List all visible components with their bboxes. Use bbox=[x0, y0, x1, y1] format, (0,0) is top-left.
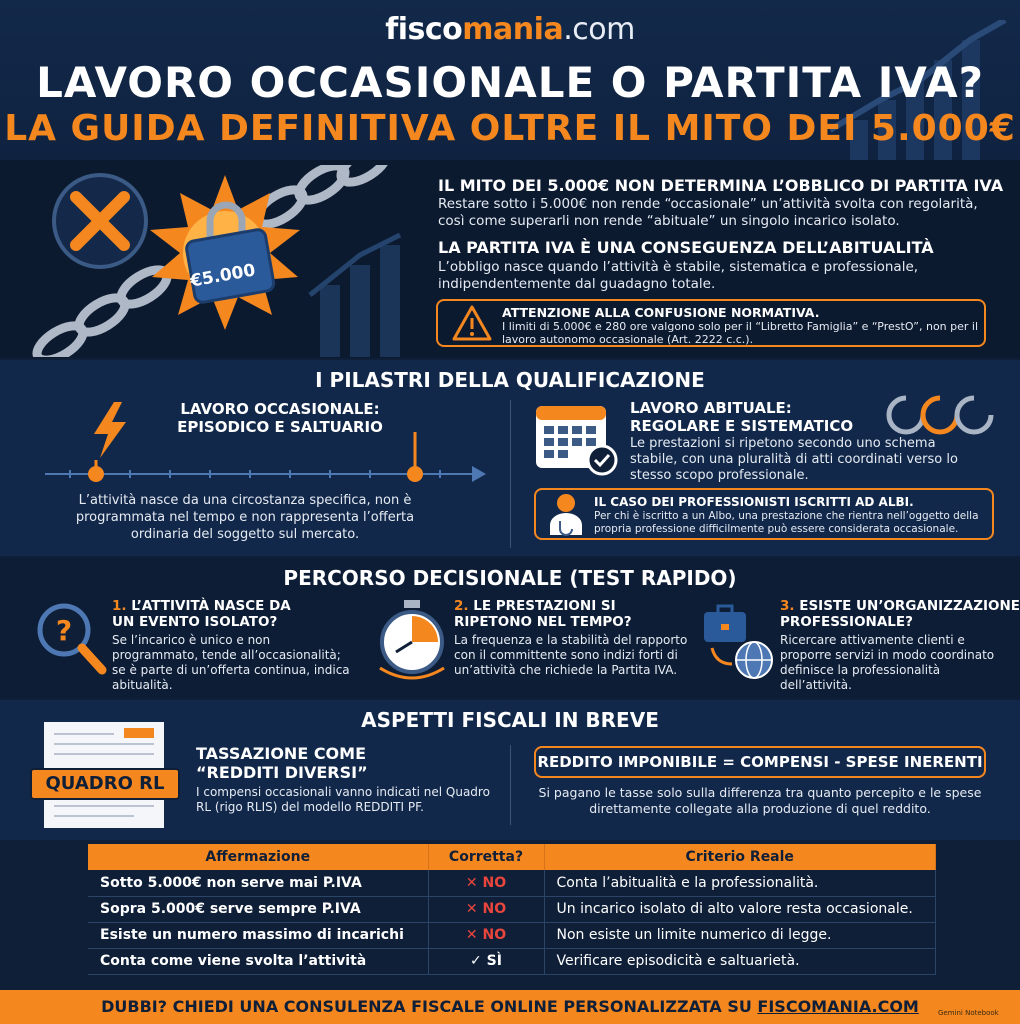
answer-cell: ✓ SÌ bbox=[428, 948, 544, 974]
warning-icon bbox=[452, 305, 492, 341]
brand-fisco: fisco bbox=[385, 12, 463, 47]
cross-icon: ✕ bbox=[465, 901, 478, 917]
taxation-heading: TASSAZIONE COME “REDDITI DIVERSI” bbox=[196, 744, 368, 782]
footer-link[interactable]: FISCOMANIA.COM bbox=[757, 997, 919, 1016]
claim-cell: Sotto 5.000€ non serve mai P.IVA bbox=[88, 870, 428, 896]
page-subtitle: LA GUIDA DEFINITIVA OLTRE IL MITO DEI 5.000€ bbox=[4, 108, 1016, 149]
timeline-icon bbox=[40, 430, 490, 490]
decision-title: PERCORSO DECISIONALE (TEST RAPIDO) bbox=[283, 566, 737, 590]
warning-text: I limiti di 5.000€ e 280 ore valgono solo per il “Libretto Famiglia” e “PrestO”, non per il lavoro autonomo occasionale (Art. 2222 c.c.). bbox=[502, 320, 979, 346]
brand-mania: mania bbox=[462, 12, 564, 47]
cross-icon: ✕ bbox=[465, 927, 478, 943]
answer-cell: ✕ NO bbox=[428, 870, 544, 896]
habitual-work-text: Le prestazioni si ripetono secondo uno schema stabile, con una pluralità di atti coordinati verso lo stesso scopo professionale. bbox=[630, 436, 958, 483]
calendar-icon bbox=[534, 398, 620, 478]
step-1-heading: 1. L’ATTIVITÀ NASCE DA UN EVENTO ISOLATO? bbox=[112, 598, 291, 630]
column-header-claim: Affermazione bbox=[88, 844, 428, 870]
euro-5000-badge: €5.000 bbox=[188, 260, 257, 292]
step-2-heading: 2. LE PRESTAZIONI SI RIPETONO NEL TEMPO? bbox=[454, 598, 632, 630]
table-row bbox=[88, 896, 936, 922]
table-row bbox=[88, 870, 936, 896]
answer-cell: ✕ NO bbox=[428, 922, 544, 948]
step-1-text: Se l’incarico è unico e non programmato, tende all’occasionalità; se è parte di un’offerta continua, indica abitualità. bbox=[112, 633, 350, 692]
answer-cell: ✕ NO bbox=[428, 896, 544, 922]
warning-title: ATTENZIONE ALLA CONFUSIONE NORMATIVA. bbox=[502, 305, 820, 320]
cycle-arrows-icon bbox=[884, 392, 994, 438]
quadro-rl-label: QUADRO RL bbox=[30, 768, 180, 800]
step-3-heading: 3. ESISTE UN’ORGANIZZAZIONE PROFESSIONALE? bbox=[780, 598, 1020, 630]
checkmark-icon: ✓ bbox=[470, 953, 482, 969]
table-row bbox=[88, 922, 936, 948]
brand-logo[interactable] bbox=[0, 12, 1020, 47]
footer-text: DUBBI? CHIEDI UNA CONSULENZA FISCALE ONLINE PERSONALIZZATA SU bbox=[101, 997, 758, 1016]
claim-cell: Sopra 5.000€ serve sempre P.IVA bbox=[88, 896, 428, 922]
doctor-icon bbox=[546, 491, 586, 537]
criterion-cell: Un incarico isolato di alto valore resta occasionale. bbox=[544, 896, 936, 922]
criterion-cell: Conta l’abitualità e la professionalità. bbox=[544, 870, 936, 896]
myth-heading: IL MITO DEI 5.000€ NON DETERMINA L’OBBLICO DI PARTITA IVA bbox=[438, 176, 1004, 195]
svg-text:?: ? bbox=[55, 614, 73, 647]
column-header-correct: Corretta? bbox=[428, 844, 544, 870]
myth-text: Restare sotto i 5.000€ non rende “occasionale” un’attività svolta con regolarità, così come superarli non rende “abituale” un singolo incarico isolato. bbox=[438, 196, 978, 229]
watermark: Gemini Notebook bbox=[938, 1009, 999, 1017]
step-3-text: Ricercare attivamente clienti e proporre servizi in modo coordinato definisce la professionalità dell’attività. bbox=[780, 633, 995, 692]
professionals-title: IL CASO DEI PROFESSIONISTI ISCRITTI AD ALBI. bbox=[594, 495, 914, 509]
table-header-row bbox=[88, 844, 936, 870]
habitual-work-heading: LAVORO ABITUALE: REGOLARE E SISTEMATICO bbox=[630, 399, 854, 435]
claim-cell: Esiste un numero massimo di incarichi bbox=[88, 922, 428, 948]
criterion-cell: Verificare episodicità e saltuarietà. bbox=[544, 948, 936, 974]
vat-consequence-text: L’obbligo nasce quando l’attività è stabile, sistematica e professionale, indipendentemente dal guadagno totale. bbox=[438, 259, 919, 292]
myth-vs-reality-table bbox=[88, 844, 936, 975]
fiscal-title: ASPETTI FISCALI IN BREVE bbox=[361, 708, 659, 732]
professionals-text: Per chi è iscritto a un Albo, una prestazione che rientra nell’oggetto della propria professione difficilmente può essere considerata occasionale. bbox=[594, 510, 979, 535]
taxation-text: I compensi occasionali vanno indicati nel Quadro RL (rigo RLIS) del modello REDDITI PF. bbox=[196, 785, 490, 814]
pillars-title: I PILASTRI DELLA QUALIFICAZIONE bbox=[315, 368, 705, 392]
claim-cell: Conta come viene svolta l’attività bbox=[88, 948, 428, 974]
stopwatch-icon bbox=[374, 598, 450, 680]
fiscal-divider bbox=[510, 745, 511, 825]
vat-consequence-heading: LA PARTITA IVA È UNA CONSEGUENZA DELL’ABITUALITÀ bbox=[438, 238, 934, 257]
broken-chain-illustration bbox=[30, 165, 430, 357]
footer-call-to-action bbox=[0, 997, 1020, 1016]
table-row bbox=[88, 948, 936, 974]
taxable-income-formula: REDDITO IMPONIBILE = COMPENSI - SPESE INERENTI bbox=[534, 746, 986, 778]
step-2-text: La frequenza e la stabilità del rapporto con il committente sono indizi forti di un’attività che richiede la Partita IVA. bbox=[454, 633, 688, 677]
taxable-income-text: Si pagano le tasse solo sulla differenza tra quanto percepito e le spese direttamente collegate alla produzione di quel reddito. bbox=[538, 785, 982, 816]
page-title: LAVORO OCCASIONALE O PARTITA IVA? bbox=[36, 58, 984, 107]
occasional-work-heading: LAVORO OCCASIONALE: EPISODICO E SALTUARIO bbox=[177, 400, 383, 436]
column-header-criterion: Criterio Reale bbox=[544, 844, 936, 870]
magnifier-question-icon bbox=[34, 600, 110, 680]
cross-icon: ✕ bbox=[465, 874, 478, 891]
occasional-work-text: L’attività nasce da una circostanza specifica, non è programmata nel tempo e non rappresenta l’offerta ordinaria del soggetto sul mercato. bbox=[75, 493, 415, 542]
briefcase-globe-icon bbox=[702, 598, 778, 682]
criterion-cell: Non esiste un limite numerico di legge. bbox=[544, 922, 936, 948]
brand-domain: .com bbox=[563, 12, 635, 47]
pillars-divider bbox=[510, 400, 511, 548]
